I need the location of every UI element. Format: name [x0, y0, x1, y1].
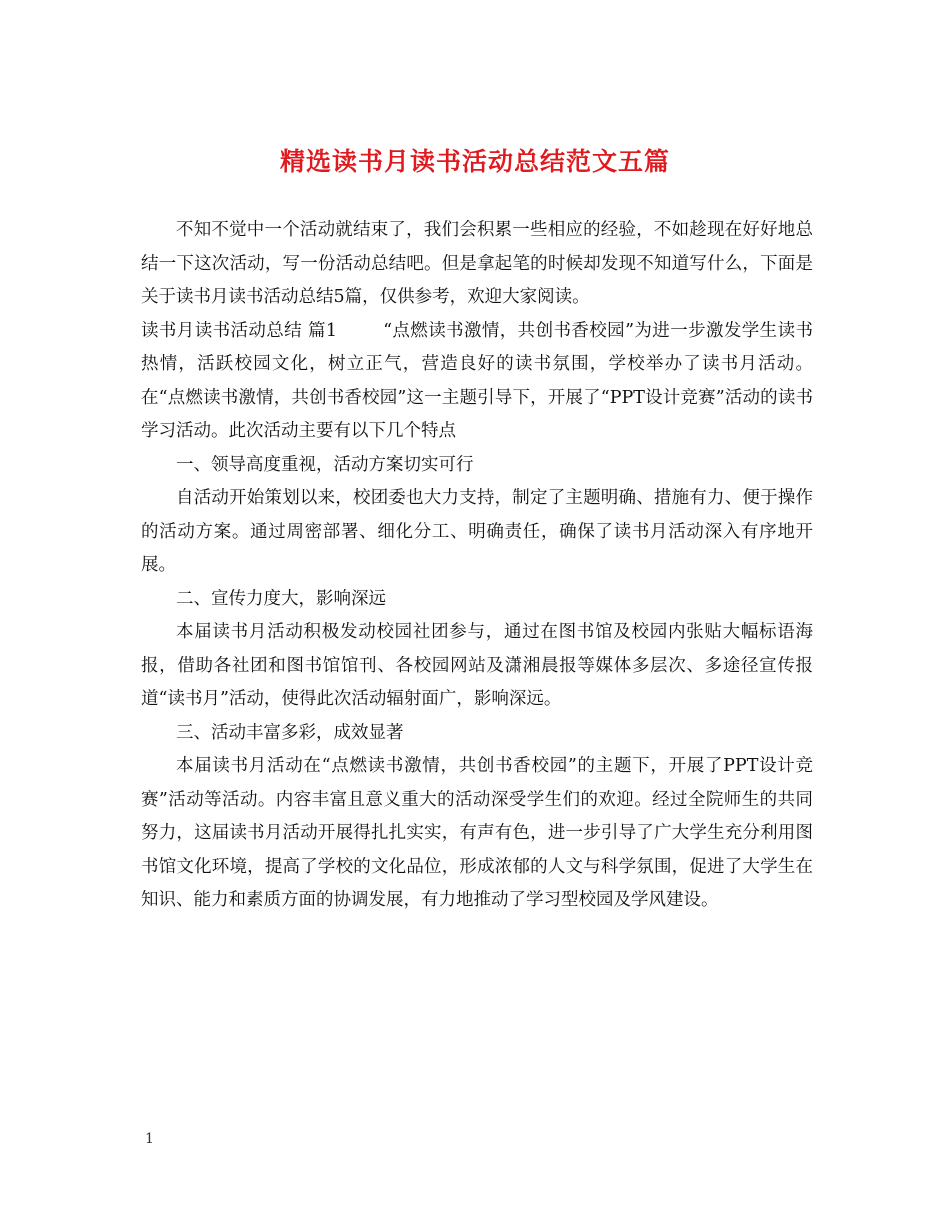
section-heading: 三、活动丰富多彩，成效显著: [176, 722, 404, 743]
section-body: 自活动开始策划以来，校团委也大力支持，制定了主题明确、措施有力、便于操作的活动方案。通过周密部署、细化分工、明确责任，确保了读书月活动深入有序地开展。: [141, 488, 813, 575]
intro-paragraph: 不知不觉中一个活动就结束了，我们会积累一些相应的经验，不如趁现在好好地总结一下这次活动，写一份活动总结吧。但是拿起笔的时候却发现不知道写什么，下面是关于读书月读书活动总结5篇，仅供参考，欢迎大家阅读。: [141, 220, 813, 307]
page-number: 1: [145, 1131, 154, 1147]
document-body: [141, 214, 813, 918]
section-heading: 二、宣传力度大，影响深远: [176, 588, 386, 609]
section-body: 本届读书月活动积极发动校园社团参与，通过在图书馆及校园内张贴大幅标语海报，借助各社团和图书馆馆刊、各校园网站及潇湘晨报等媒体多层次、多途径宣传报道“读书月”活动，使得此次活动辐射面广，影响深远。: [141, 622, 813, 709]
article-label: 读书月读书活动总结 篇1: [141, 320, 338, 341]
section-body: 本届读书月活动在“点燃读书激情，共创书香校园”的主题下，开展了PPT设计竞赛”活动等活动。内容丰富且意义重大的活动深受学生们的欢迎。经过全院师生的共同努力，这届读书月活动开展得扎扎实实，有声有色，进一步引导了广大学生充分利用图书馆文化环境，提高了学校的文化品位，形成浓郁的人文与科学氛围，促进了大学生在知识、能力和素质方面的协调发展，有力地推动了学习型校园及学风建设。: [141, 756, 813, 910]
article-lead-text: “点燃读书激情，共创书香校园”为进一步激发学生读书热情，活跃校园文化，树立正气，营造良好的读书氛围，学校举办了读书月活动。在“点燃读书激情，共创书香校园”这一主题引导下，开展了“PPT设计竞赛”活动的读书学习活动。此次活动主要有以下几个特点: [141, 320, 813, 441]
page-title: 精选读书月读书活动总结范文五篇: [279, 147, 670, 176]
article-intro-paragraph: [141, 315, 813, 449]
section-heading: 一、领导高度重视，活动方案切实可行: [176, 454, 474, 475]
